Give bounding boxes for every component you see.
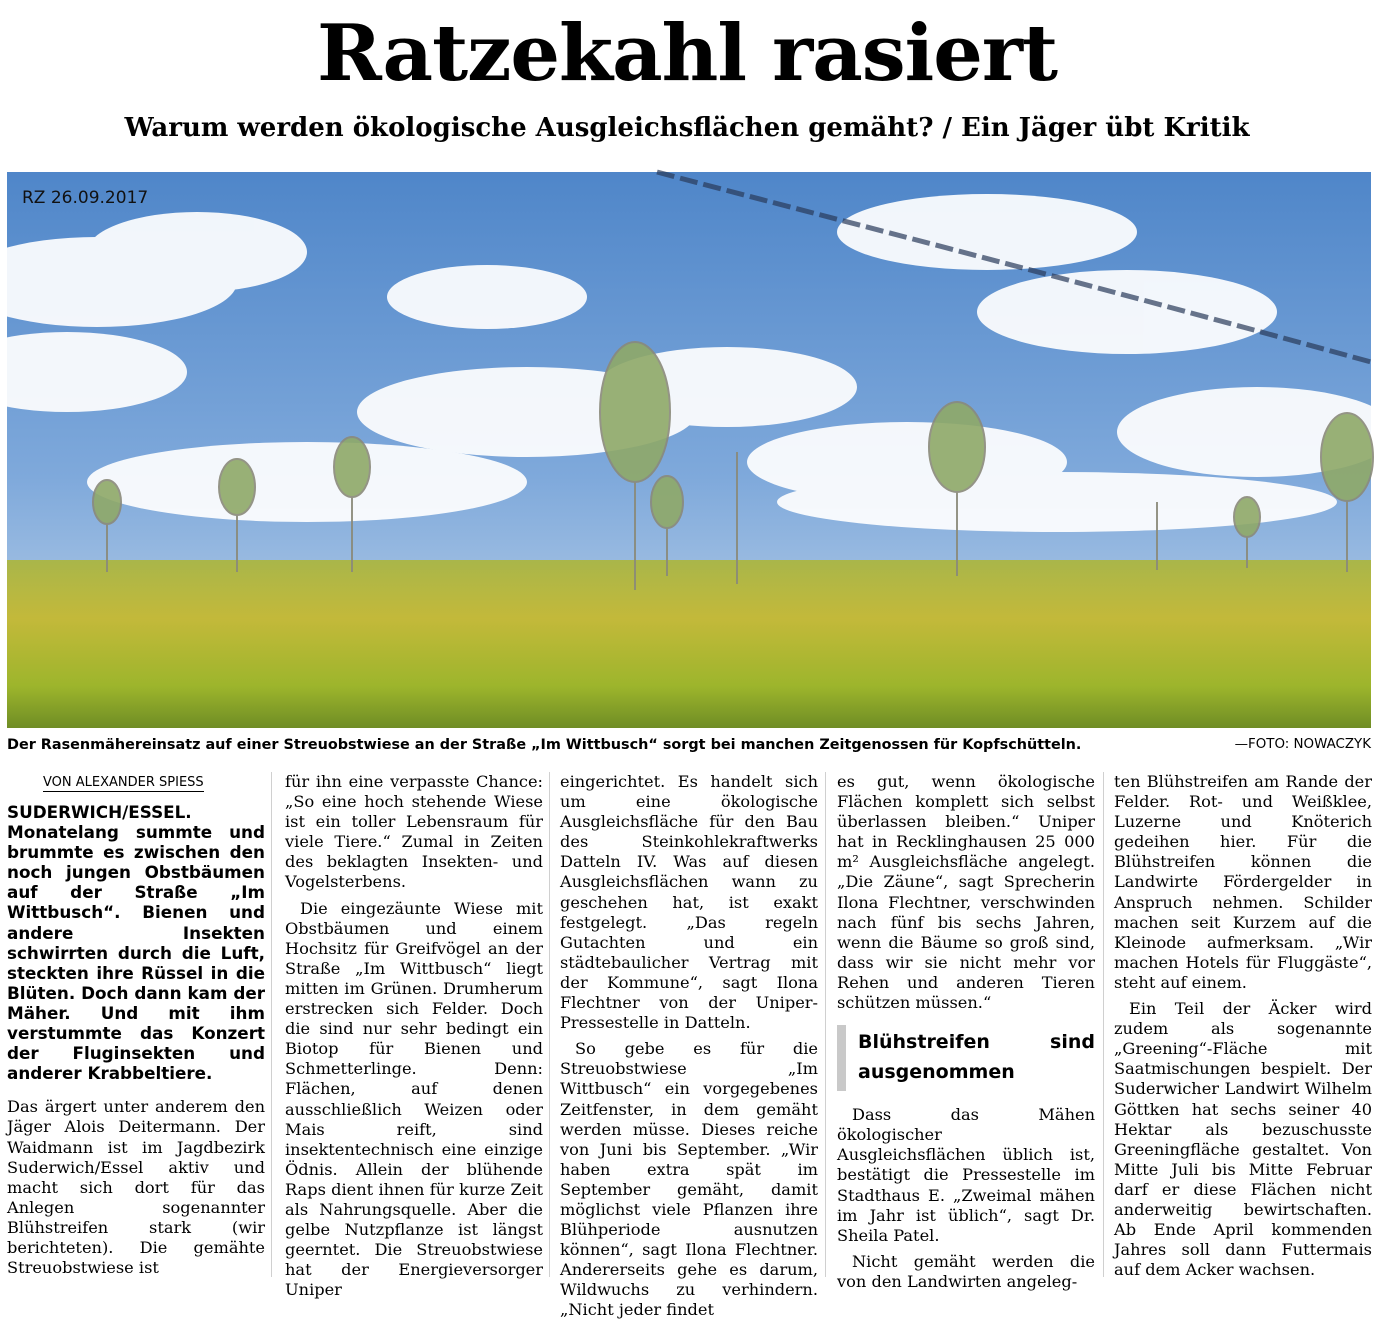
column-rule: [271, 772, 272, 1277]
article-column-2: [285, 772, 543, 1300]
photo-caption: Der Rasenmähereinsatz auf einer Streuobstwiese an der Straße „Im Wittbusch“ sorgt bei manchen Zeitgenossen für Kopfschütteln.: [7, 737, 1082, 753]
body-paragraph: Dass das Mähen ökologischer Ausgleichsflächen üblich ist, bestätigt die Pressestelle im Stadthaus E. „Zweimal mähen im Jahr ist üblich“, sagt Dr. Sheila Patel.: [837, 1105, 1095, 1245]
article-column-3: [560, 772, 818, 1320]
body-paragraph: Ein Teil der Äcker wird zudem als sogenannte „Greening“-Fläche mit Saatmischungen bespielt. Der Suderwicher Landwirt Wilhelm Göttken hat sechs seiner 40 Hektar als bezuschusste Greeningfläche gestaltet. Von Mitte Juli bis Mitte Februar darf er diese Flächen nicht anderweitig bewirtschaften. Ab Ende April kommenden Jahres soll dann Futtermais auf dem Acker wachsen.: [1114, 999, 1372, 1280]
body-paragraph: Das ärgert unter anderem den Jäger Alois Deitermann. Der Waidmann ist im Jagdbezirk Suderwich/Essel aktiv und macht sich dort für das Anlegen sogenannter Blühstreifen stark (wir berichteten). Die gemähte Streuobstwiese ist: [7, 1097, 265, 1278]
section-subhead: Blühstreifen sind ausgenommen: [837, 1025, 1095, 1091]
article-photo: [7, 172, 1371, 728]
photo-date-stamp: RZ 26.09.2017: [22, 188, 149, 208]
headline: Ratzekahl rasiert: [316, 8, 1058, 99]
body-paragraph: ten Blühstreifen am Rande der Felder. Rot- und Weißklee, Luzerne und Knöterich gedeihen hier. Für die Blühstreifen können die Landwirte Fördergelder in Anspruch nehmen. Schilder machen seit Kurzem auf die Kleinode aufmerksam. „Wir machen Hotels für Fluggäste“, steht auf einem.: [1114, 772, 1372, 992]
lead-text: Monatelang summte und brummte es zwischen den noch jungen Obstbäumen auf der Straße „Im Wittbusch“. Bienen und andere Insekten schwirrten durch die Luft, steckten ihre Rüssel in die Blüten. Doch dann kam der Mäher. Und mit ihm verstummte das Konzert der Fluginsekten und anderer Krabbeltiere.: [7, 822, 265, 1084]
column-rule: [549, 772, 550, 1277]
body-paragraph: Nicht gemäht werden die von den Landwirten angeleg-: [837, 1251, 1095, 1291]
byline: VON ALEXANDER SPIESS: [43, 775, 204, 790]
article-lead: [7, 802, 265, 1083]
article-column-1: [7, 772, 265, 1277]
column-rule: [825, 772, 826, 1277]
body-paragraph: es gut, wenn ökologische Flächen komplett sich selbst überlassen bleiben.“ Uniper hat in Recklinghausen 25 000 m² Ausgleichsfläche angelegt. „Die Zäune“, sagt Sprecherin Ilona Flechtner, verschwinden nach fünf bis sechs Jahren, wenn die Bäume so groß sind, dass wir sie nicht mehr vor Rehen und anderen Tieren schützen müssen.“: [837, 772, 1095, 1013]
body-paragraph: Die eingezäunte Wiese mit Obstbäumen und einem Hochsitz für Greifvögel an der Straße „Im Wittbusch“ liegt mitten im Grünen. Drumherum erstrecken sich Felder. Doch die sind nur sehr bedingt ein Biotop für Bienen und Schmetterlinge. Denn: Flächen, auf denen ausschließlich Weizen oder Mais reift, sind insektentechnisch eine einzige Ödnis. Allein der blühende Raps dient ihnen für kurze Zeit als Nahrungsquelle. Aber die gelbe Nutzpflanze ist längst geerntet. Die Streuobstwiese hat der Energieversorger Uniper: [285, 898, 543, 1300]
dateline: SUDERWICH/ESSEL.: [7, 802, 192, 822]
body-paragraph: So gebe es für die Streuobstwiese „Im Wittbusch“ ein vorgegebenes Zeitfenster, in dem gemäht werden müsse. Dieses reiche von Juni bis September. „Wir haben extra spät im September gemäht, damit möglichst viele Pflanzen ihre Blühperiode ausnutzen können“, sagt Ilona Flechtner. Andererseits gehe es darum, Wildwuchs zu verhindern. „Nicht jeder findet: [560, 1039, 818, 1320]
subheadline: Warum werden ökologische Ausgleichsflächen gemäht? / Ein Jäger übt Kritik: [124, 113, 1250, 143]
photo-credit: —FOTO: NOWACZYK: [1234, 737, 1371, 752]
body-paragraph: eingerichtet. Es handelt sich um eine ökologische Ausgleichsfläche für den Bau des Steinkohlekraftwerks Datteln IV. Was auf diesen Ausgleichsflächen wann zu geschehen hat, ist exakt festgelegt. „Das regeln Gutachten und ein städtebaulicher Vertrag mit der Kommune“, sagt Ilona Flechtner von der Uniper-Pressestelle in Datteln.: [560, 772, 818, 1033]
column-rule: [1103, 772, 1104, 1277]
body-paragraph: für ihn eine verpasste Chance: „So eine hoch stehende Wiese ist ein toller Lebensraum für viele Tiere.“ Zumal in Zeiten des beklagten Insekten- und Vogelsterbens.: [285, 772, 543, 892]
photo-caption-row: [7, 733, 1371, 757]
article-column-5: [1114, 772, 1372, 1280]
article-column-4: [837, 772, 1095, 1291]
